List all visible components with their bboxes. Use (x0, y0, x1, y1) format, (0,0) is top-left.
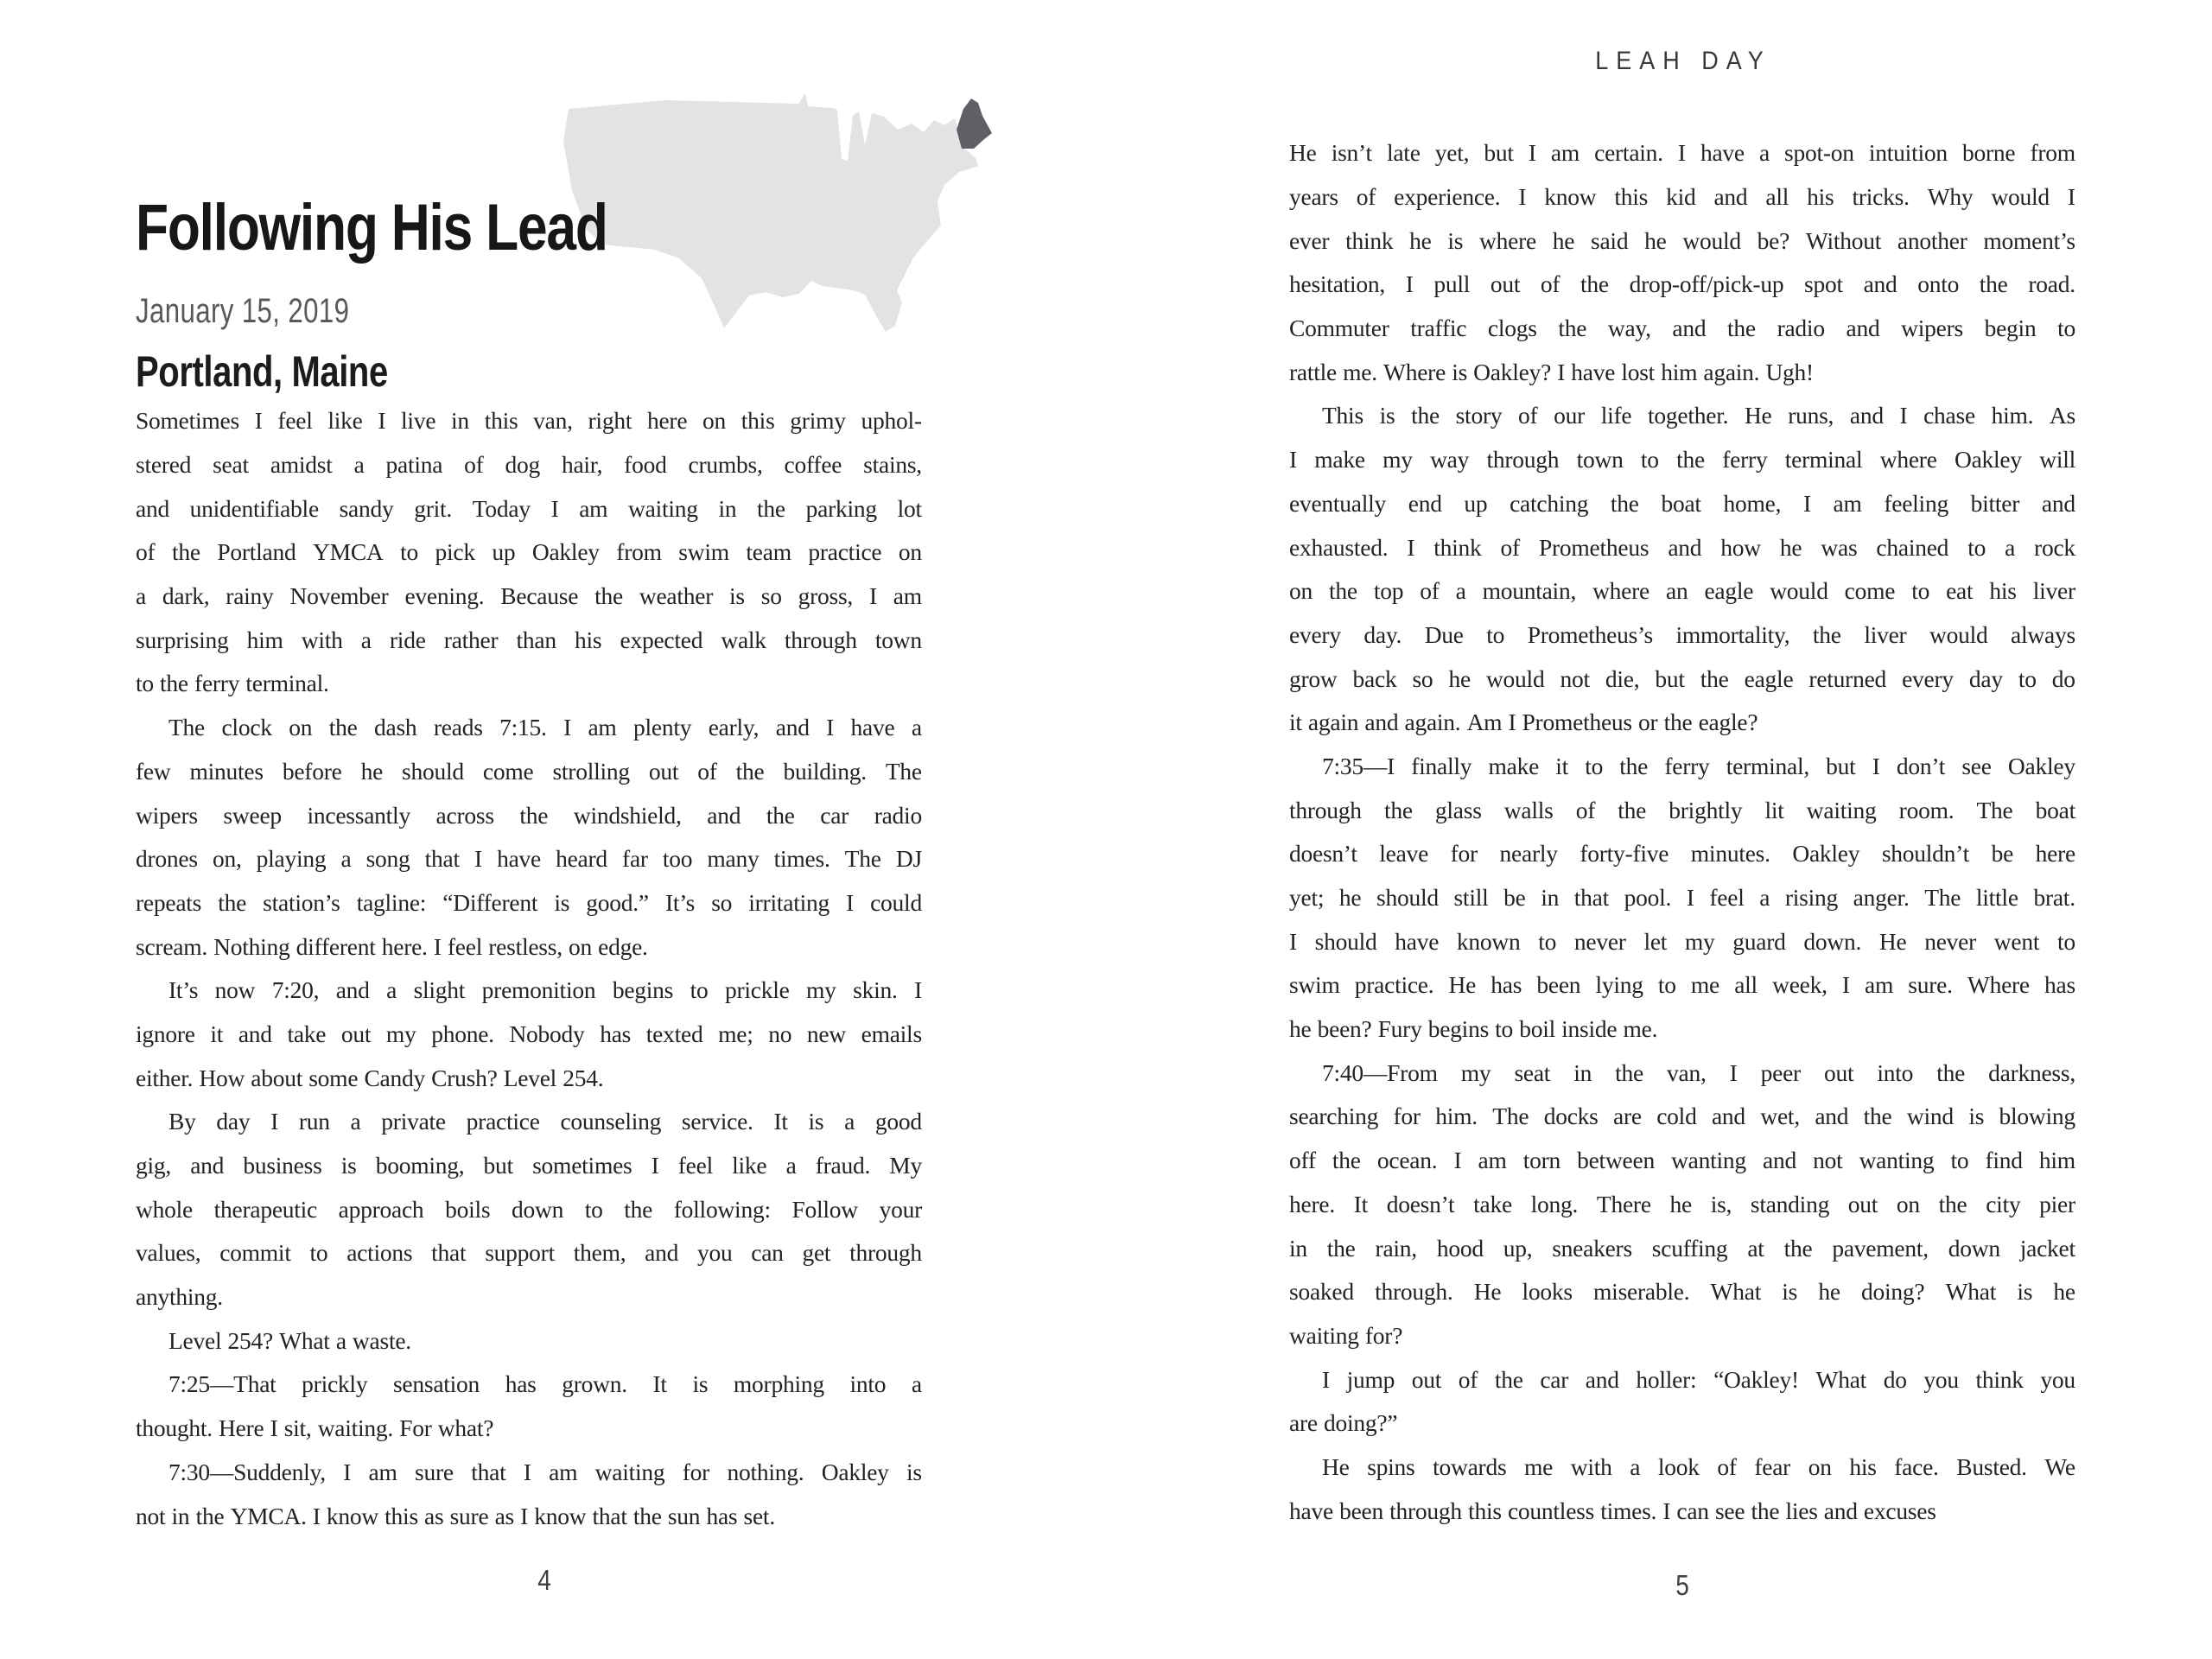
text-line: 7:30—Suddenly, I am sure that I am waiting for nothing. Oakley is (168, 1458, 922, 1485)
text-line: ignore it and take out my phone. Nobody has texted me; no new emails (136, 1020, 922, 1047)
text-line: few minutes before he should come strolling out of the building. The (136, 757, 922, 785)
text-line: not in the YMCA. I know this as sure as I know that the sun has set. (136, 1502, 775, 1529)
text-line: rattle me. Where is Oakley? I have lost him again. Ugh! (1289, 358, 1814, 385)
text-line: exhausted. I think of Prometheus and how he was chained to a rock (1289, 533, 2075, 561)
text-line: hesitation, I pull out of the drop-off/pick-up spot and onto the road. (1289, 270, 2075, 298)
text-line: eventually end up catching the boat home, I am feeling bitter and (1289, 489, 2075, 517)
text-line: This is the story of our life together. He runs, and I chase him. As (1322, 402, 2075, 429)
text-line: ever think he is where he said he would be? Without another moment’s (1289, 226, 2075, 254)
text-line: I make my way through town to the ferry terminal where Oakley will (1289, 446, 2075, 474)
text-line: wipers sweep incessantly across the windshield, and the car radio (136, 801, 922, 829)
text-line: He spins towards me with a look of fear on his face. Busted. We (1322, 1452, 2075, 1480)
text-line: values, commit to actions that support them, and you can get through (136, 1239, 922, 1267)
text-line: years of experience. I know this kid and all his tricks. Why would I (1289, 183, 2075, 211)
text-line: either. How about some Candy Crush? Level 254. (136, 1064, 604, 1091)
text-line: doesn’t leave for nearly forty-five minutes. Oakley shouldn’t be here (1289, 840, 2075, 868)
text-line: anything. (136, 1283, 223, 1311)
chapter-location: Portland, Maine (136, 347, 388, 396)
text-line: waiting for? (1289, 1321, 1403, 1349)
page-number-left: 4 (537, 1564, 551, 1596)
text-line: of the Portland YMCA to pick up Oakley from swim team practice on (136, 538, 922, 566)
text-line: searching for him. The docks are cold and wet, and the wind is blowing (1289, 1103, 2075, 1130)
text-line: stered seat amidst a patina of dog hair, food crumbs, coffee stains, (136, 451, 922, 479)
text-line: I jump out of the car and holler: “Oakley! What do you think you (1322, 1365, 2075, 1393)
text-line: every day. Due to Prometheus’s immortality, the liver would always (1289, 620, 2075, 648)
text-line: to the ferry terminal. (136, 670, 329, 697)
text-line: in the rain, hood up, sneakers scuffing at the pavement, down jacket (1289, 1234, 2075, 1262)
maine-state-highlight (957, 99, 992, 149)
text-line: The clock on the dash reads 7:15. I am plenty early, and I have a (168, 714, 922, 741)
text-line: 7:35—I finally make it to the ferry terminal, but I don’t see Oakley (1322, 752, 2075, 779)
paragraph (136, 706, 922, 969)
text-line: on the top of a mountain, where an eagle would come to eat his liver (1289, 577, 2075, 605)
text-line: here. It doesn’t take long. There he is, standing out on the city pier (1289, 1190, 2075, 1217)
running-header: LEAH DAY (1595, 47, 1771, 75)
paragraph (136, 1451, 922, 1538)
text-line: thought. Here I sit, waiting. For what? (136, 1414, 494, 1442)
text-line: yet; he should still be in that pool. I feel a rising anger. The little brat. (1289, 884, 2075, 912)
text-line: off the ocean. I am torn between wanting and not wanting to find him (1289, 1147, 2075, 1174)
text-line: I should have known to never let my guard down. He never went to (1289, 927, 2075, 955)
text-line: gig, and business is booming, but sometimes I feel like a fraud. My (136, 1152, 922, 1179)
paragraph (1289, 1051, 2075, 1357)
left-page-body (136, 399, 922, 1538)
chapter-date: January 15, 2019 (136, 292, 350, 330)
paragraph (136, 1319, 922, 1363)
paragraph (136, 1100, 922, 1319)
paragraph (1289, 394, 2075, 745)
text-line: 7:40—From my seat in the van, I peer out into the darkness, (1322, 1058, 2075, 1086)
text-line: he been? Fury begins to boil inside me. (1289, 1015, 1658, 1043)
text-line: have been through this countless times. I can see the lies and excuses (1289, 1497, 1936, 1524)
text-line: 7:25—That prickly sensation has grown. It is morphing into a (168, 1370, 922, 1398)
paragraph (1289, 1446, 2075, 1533)
text-line: Level 254? What a waste. (168, 1326, 411, 1354)
paragraph (1289, 745, 2075, 1052)
text-line: grow back so he would not die, but the eagle returned every day to do (1289, 664, 2075, 692)
text-line: soaked through. He looks miserable. What is he doing? What is he (1289, 1278, 2075, 1306)
text-line: repeats the station’s tagline: “Different is good.” It’s so irritating I could (136, 888, 922, 916)
text-line: Sometimes I feel like I live in this van, right here on this grimy uphol- (136, 407, 922, 435)
text-line: it again and again. Am I Prometheus or the eagle? (1289, 709, 1758, 736)
text-line: swim practice. He has been lying to me all week, I am sure. Where has (1289, 971, 2075, 999)
text-line: whole therapeutic approach boils down to the following: Follow your (136, 1195, 922, 1223)
text-line: By day I run a private practice counseling service. It is a good (168, 1108, 922, 1135)
text-line: He isn’t late yet, but I am certain. I have a spot-on intuition borne from (1289, 139, 2075, 167)
us-map-silhouette (563, 93, 978, 332)
text-line: and unidentifiable sandy grit. Today I am waiting in the parking lot (136, 494, 922, 522)
text-line: Commuter traffic clogs the way, and the radio and wipers begin to (1289, 315, 2075, 342)
paragraph (136, 399, 922, 706)
paragraph (1289, 131, 2075, 394)
chapter-title: Following His Lead (136, 191, 607, 264)
paragraph (136, 969, 922, 1100)
text-line: are doing?” (1289, 1409, 1398, 1437)
right-page-body (1289, 131, 2075, 1533)
text-line: surprising him with a ride rather than his expected walk through town (136, 626, 922, 653)
text-line: a dark, rainy November evening. Because the weather is so gross, I am (136, 582, 922, 610)
paragraph (136, 1363, 922, 1450)
text-line: scream. Nothing different here. I feel restless, on edge. (136, 932, 648, 960)
paragraph (1289, 1357, 2075, 1445)
text-line: It’s now 7:20, and a slight premonition begins to prickle my skin. I (168, 976, 922, 1004)
page-number-right: 5 (1675, 1569, 1689, 1601)
text-line: drones on, playing a song that I have heard far too many times. The DJ (136, 845, 922, 873)
us-map-graphic (553, 86, 995, 339)
text-line: through the glass walls of the brightly lit waiting room. The boat (1289, 796, 2075, 823)
